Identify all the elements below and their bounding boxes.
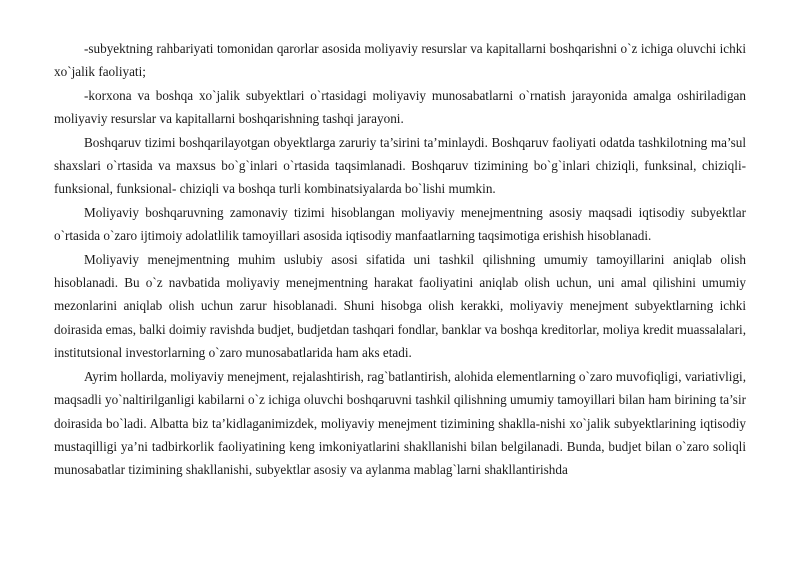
paragraph-financial-management-goal: Moliyaviy boshqaruvning zamonaviy tizimi hisoblangan moliyaviy menejmentning asosiy maqsadi iqtisodiy subyektlar o`rtasida o`zaro ijtimoiy adolatlilik tamoyillari asosida iqtisodiy manfaatlarning taqsimotiga erishish hisoblanadi. bbox=[54, 204, 746, 244]
paragraph-internal-activity: -subyektning rahbariyati tomonidan qarorlar asosida moliyaviy resurslar va kapitallarni boshqarishni o`z ichiga oluvchi ichki xo`jalik faoliyati; bbox=[54, 41, 746, 80]
paragraph-external-process: -korxona va boshqa xo`jalik subyektlari o`rtasidagi moliyaviy munosabatlarni o`rnatish jarayonida amalga oshiriladigan moliyaviy resurslar va kapitallarni boshqarishning tashqi jarayoni. bbox=[54, 87, 746, 127]
paragraph-methodological-basis: Moliyaviy menejmentning muhim uslubiy asosi sifatida uni tashkil qilishning umumiy tamoyillarini aniqlab olish hisoblanadi. Bu o`z navbatida moliyaviy menejmentning harakat faoliyatini aniqlab olish uchun, uni amal qilishini umumiy mezonlarini aniqlab olish uchun zarur hisoblanadi. Shuni hisobga olish kerakki, moliyaviy menejment subyektlarning ichki doirasida emas, balki doimiy ravishda budjet, budjetdan tashqari fondlar, banklar va boshqa kreditorlar, moliya kredit muassalalari, institutsional investorlarning o`zaro munosabatlarida ham aks etadi. bbox=[54, 251, 746, 361]
paragraph-management-system: Boshqaruv tizimi boshqarilayotgan obyektlarga zaruriy ta’sirini ta’minlaydi. Boshqaruv faoliyati odatda tashkilotning ma’sul shaxslari o`rtasida va maxsus bo`g`inlari o`rtasida taqsimlanadi. Boshqaruv tizimining bo`g`inlari chiziqli, funksinal, chiziqli-funksional, funksional- chiziqli va boshqa turli kombinatsiyalarda bo`lishi mumkin. bbox=[54, 134, 746, 197]
document-page bbox=[54, 37, 746, 482]
paragraph-principles: Ayrim hollarda, moliyaviy menejment, rejalashtirish, rag`batlantirish, alohida elementlarning o`zaro muvofiqligi, variativligi, maqsadli yo`naltirilganligi kabilarni o`z ichiga oluvchi boshqaruvni tashkil qilishning umumiy tamoyillari bilan ham birining ta’sir doirasida bo`ladi. Albatta biz ta’kidlaganimizdek, moliyaviy menejment tizimining shaklla-nishi xo`jalik subyektlarining iqtisodiy mustaqilligi ya’ni tadbirkorlik faoliyatining keng imkoniyatlarini shakllanishi bilan belgilanadi. Bunda, budjet bilan o`zaro soliqli munosabatlar tizimining shakllanishi, subyektlar asosiy va aylanma mablag`larni shakllantirishda bbox=[54, 368, 746, 478]
